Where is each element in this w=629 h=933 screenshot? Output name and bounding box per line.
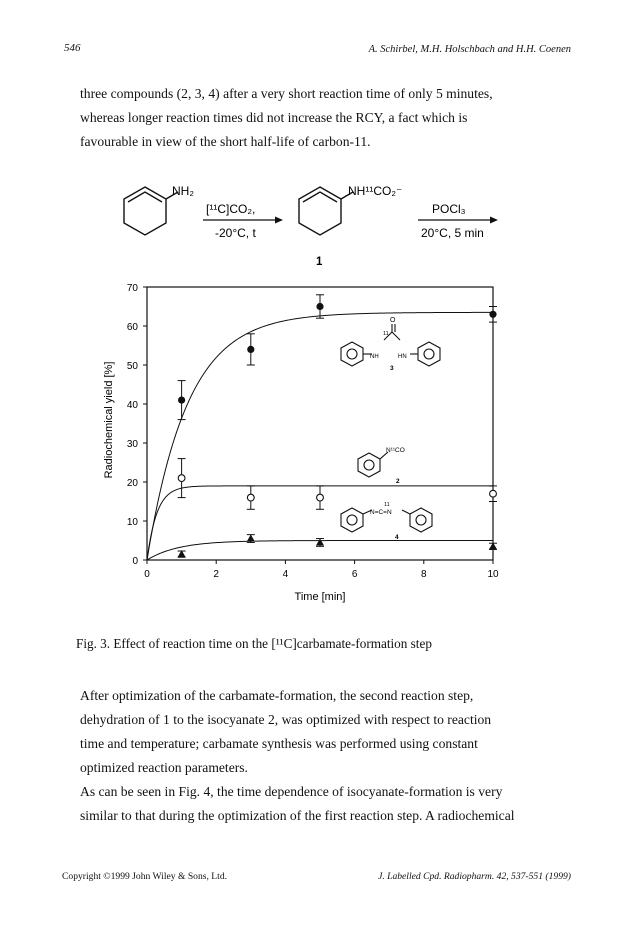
fit-curve-series-3 <box>147 312 493 560</box>
footer-citation: J. Labelled Cpd. Radiopharm. 42, 537-551 (1999) <box>378 871 571 882</box>
step2-reagent: POCl₃ <box>432 202 466 216</box>
yield-chart <box>0 270 629 620</box>
text-line: dehydration of 1 to the isocyanate 2, was optimized with respect to reaction <box>80 712 492 727</box>
y-tick-label: 70 <box>126 283 138 294</box>
y-tick-label: 60 <box>126 322 138 333</box>
urea-nh-left: NH <box>370 354 379 360</box>
text-line: After optimization of the carbamate-formation, the second reaction step, <box>80 688 474 703</box>
data-point-series-3 <box>489 311 496 318</box>
paragraph-top <box>80 82 570 154</box>
carbodiimide-link: N=C=N <box>370 509 392 516</box>
x-axis <box>144 560 499 580</box>
text-line: similar to that during the optimization of the first reaction step. A radiochemical <box>80 808 515 823</box>
benzene-ring-reactant <box>124 187 178 235</box>
intermediate-group: NH¹¹CO₂⁻ <box>348 184 403 198</box>
y-axis <box>127 283 147 567</box>
y-tick-label: 50 <box>126 361 138 372</box>
x-tick-label: 6 <box>351 569 358 580</box>
x-axis-label: Time [min] <box>294 591 346 603</box>
running-header: A. Schirbel, M.H. Holschbach and H.H. Coenen <box>368 44 571 55</box>
data-point-series-4 <box>247 535 255 542</box>
y-tick-label: 20 <box>126 478 138 489</box>
carbodiimide-isotope: 11 <box>384 502 390 508</box>
footer-copyright: Copyright ©1999 John Wiley & Sons, Ltd. <box>62 871 228 882</box>
isocyanate-number: 2 <box>396 478 400 485</box>
text-line: optimized reaction parameters. <box>80 760 248 775</box>
intermediate-label: 1 <box>316 256 323 268</box>
data-point-series-3 <box>247 346 254 353</box>
reactant-group: NH₂ <box>172 184 194 198</box>
reaction-arrow-2 <box>418 217 498 224</box>
step1-reagent: [¹¹C]CO₂, <box>206 202 256 216</box>
reaction-arrow-1 <box>203 217 283 224</box>
x-tick-label: 0 <box>144 569 150 580</box>
data-point-series-3 <box>178 397 185 404</box>
data-point-series-4 <box>316 538 324 545</box>
plot-frame <box>147 287 493 560</box>
reaction-scheme <box>0 175 629 270</box>
data-point-series-2 <box>317 494 324 501</box>
page-number: 546 <box>64 42 81 54</box>
text-line: time and temperature; carbamate synthesis was performed using constant <box>80 736 478 751</box>
y-tick-label: 40 <box>126 400 138 411</box>
step1-conditions: -20°C, t <box>215 226 256 240</box>
x-tick-label: 4 <box>282 569 289 580</box>
urea-isotope: 11 <box>383 331 389 337</box>
urea-nh-right: HN <box>398 354 407 360</box>
benzene-ring-intermediate <box>299 187 353 235</box>
y-axis-label: Radiochemical yield [%] <box>103 361 115 479</box>
figure-caption: Fig. 3. Effect of reaction time on the [¹¹C]carbamate-formation step <box>76 636 432 651</box>
y-tick-label: 30 <box>126 439 138 450</box>
text-line: three compounds (2, 3, 4) after a very short reaction time of only 5 minutes, <box>80 86 493 101</box>
text-line: whereas longer reaction times did not increase the RCY, a fact which is <box>80 110 468 125</box>
y-tick-label: 0 <box>132 556 138 567</box>
data-point-series-2 <box>178 475 185 482</box>
text-line: As can be seen in Fig. 4, the time dependence of isocyanate-formation is very <box>80 784 503 799</box>
data-point-series-2 <box>247 494 254 501</box>
x-tick-label: 2 <box>213 569 219 580</box>
data-points <box>178 295 497 557</box>
text-line: favourable in view of the short half-life of carbon-11. <box>80 134 371 149</box>
structure-urea-3 <box>341 317 440 372</box>
isocyanate-group: N¹¹CO <box>386 447 405 454</box>
urea-oxygen: O <box>390 317 396 324</box>
step2-conditions: 20°C, 5 min <box>421 226 484 240</box>
x-tick-label: 8 <box>421 569 427 580</box>
structure-carbodiimide-4 <box>341 502 432 541</box>
fit-curves <box>147 312 493 560</box>
structure-isocyanate-2 <box>358 447 405 485</box>
y-tick-label: 10 <box>126 517 138 528</box>
data-point-series-3 <box>316 303 323 310</box>
data-point-series-2 <box>490 490 497 497</box>
x-tick-label: 10 <box>487 569 499 580</box>
paragraph-bottom <box>80 684 570 828</box>
carbodiimide-number: 4 <box>395 534 399 541</box>
urea-number: 3 <box>390 365 394 372</box>
